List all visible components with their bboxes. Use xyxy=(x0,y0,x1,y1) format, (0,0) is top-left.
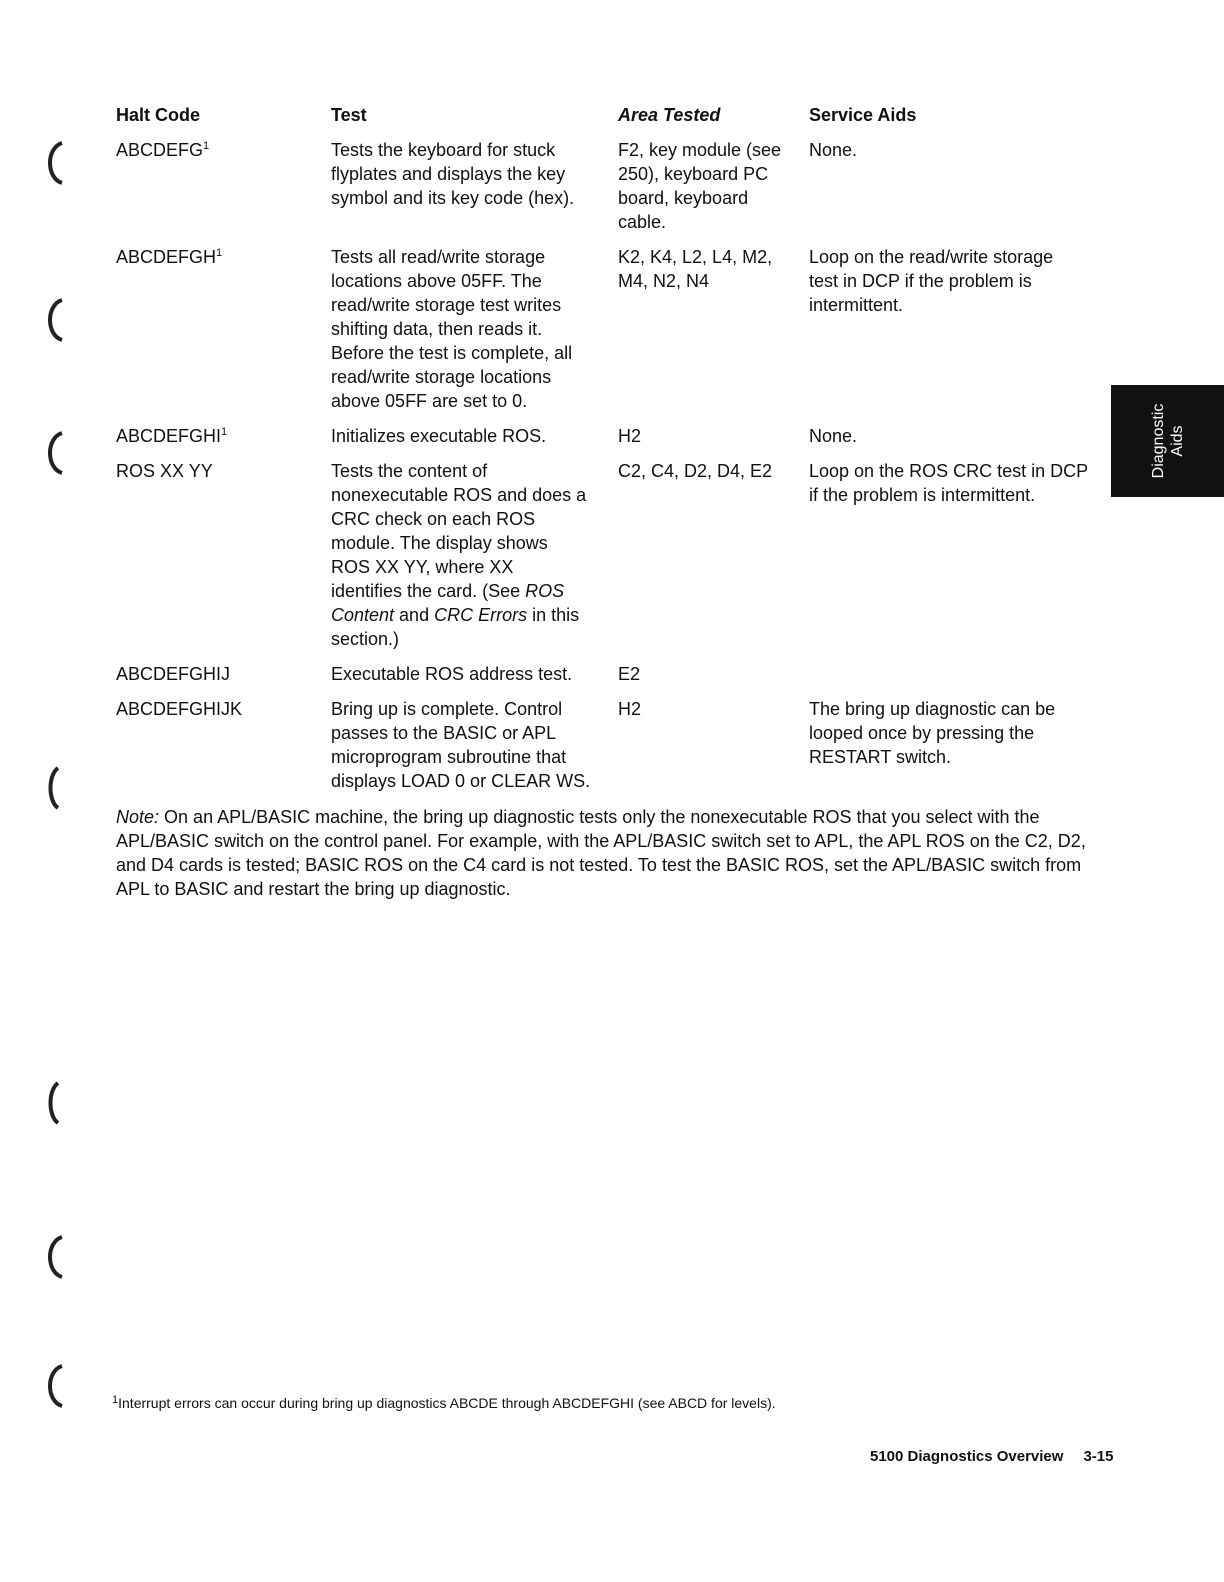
italic-reference: ROS xyxy=(525,581,565,601)
binder-hole-mark xyxy=(40,140,70,186)
test-cell: Bring up is complete. Control passes to the BASIC or APL microprogram subroutine that displays LOAD 0 or CLEAR WS. xyxy=(331,699,591,791)
test-cell: Tests all read/write storage locations above 05FF. The read/write storage test writes shifting data, then reads it. Before the test is complete, all read/write storage locations above 05FF are set to 0. xyxy=(331,247,573,411)
header-test: Test xyxy=(331,105,367,125)
footnote-text: Interrupt errors can occur during bring up diagnostics ABCDE through ABCDEFGHI (see ABCD for levels). xyxy=(118,1395,776,1411)
footnote-mark: 1 xyxy=(216,247,223,259)
binder-hole-mark xyxy=(40,297,70,343)
footnote-mark: 1 xyxy=(203,140,210,152)
italic-reference: Content xyxy=(331,605,395,625)
halt-code-cell: ABCDEFG$^1$ xyxy=(116,140,210,160)
footnote-mark: 1 xyxy=(221,426,228,438)
halt-code-cell: ABCDEFGHIJK xyxy=(116,699,243,719)
service-aids-cell: None. xyxy=(809,426,858,446)
service-aids-cell: Loop on the ROS CRC test in DCP if the problem is intermittent. xyxy=(809,461,1089,505)
section-tab xyxy=(1111,385,1224,497)
section-tab-line2: Aids xyxy=(1168,425,1186,457)
page-number: 3-15 xyxy=(1083,1448,1114,1465)
note-text: On an APL/BASIC machine, the bring up diagnostic tests only the nonexecutable ROS that you select with the APL/BASIC switch on the control panel. For example, with the APL/BASIC switch set to APL, the APL ROS on the C2, D2, and D4 cards is tested; BASIC ROS on the C4 card is not tested. To test the BASIC ROS, set the APL/BASIC switch from APL to BASIC and restart the bring up diagnostic. xyxy=(116,807,1086,899)
halt-code-cell: ABCDEFGHI$^1$ xyxy=(116,426,228,446)
test-cell: Initializes executable ROS. xyxy=(331,426,547,446)
page-footer xyxy=(870,1447,1113,1467)
footer-title: 5100 Diagnostics Overview xyxy=(870,1448,1064,1465)
halt-code-cell: ABCDEFGHIJ xyxy=(116,664,231,684)
halt-code-cell: ABCDEFGH$^1$ xyxy=(116,247,223,267)
area-tested-cell: E2 xyxy=(618,664,641,684)
binder-hole-mark xyxy=(40,1080,70,1126)
halt-code-cell: ROS XX YY xyxy=(116,461,213,481)
section-tab-line1: Diagnostic xyxy=(1149,403,1167,479)
header-halt-code: Halt Code xyxy=(116,105,201,125)
service-aids-cell: Loop on the read/write storage test in DCP if the problem is intermittent. xyxy=(809,247,1054,315)
binder-hole-mark xyxy=(40,1234,70,1280)
binder-hole-mark xyxy=(40,765,70,811)
area-tested-cell: C2, C4, D2, D4, E2 xyxy=(618,461,773,481)
header-area-tested: Area Tested xyxy=(618,105,721,125)
area-tested-cell: H2 xyxy=(618,426,642,446)
footnote-mark: 1 xyxy=(112,1394,119,1406)
test-cell: Tests the keyboard for stuck flyplates and displays the key symbol and its key code (hex). xyxy=(331,140,575,208)
service-aids-cell: None. xyxy=(809,140,858,160)
note-paragraph xyxy=(116,805,1116,901)
test-cell: Tests the content of nonexecutable ROS and does a CRC check on each ROS module. The display shows ROS XX YY, where XX identifies the card. (See ROS Content and CRC Errors in this section.) xyxy=(331,461,587,649)
footnote xyxy=(112,1393,1012,1413)
test-cell: Executable ROS address test. xyxy=(331,664,573,684)
note-label: Note: xyxy=(116,807,160,827)
binder-hole-mark xyxy=(40,430,70,476)
area-tested-cell: K2, K4, L2, L4, M2, M4, N2, N4 xyxy=(618,247,773,291)
service-aids-cell: The bring up diagnostic can be looped once by pressing the RESTART switch. xyxy=(809,699,1056,767)
header-service-aids: Service Aids xyxy=(809,105,917,125)
binder-hole-mark xyxy=(40,1363,70,1409)
area-tested-cell: F2, key module (see 250), keyboard PC board, keyboard cable. xyxy=(618,140,782,232)
area-tested-cell: H2 xyxy=(618,699,642,719)
italic-reference: CRC Errors xyxy=(434,605,528,625)
